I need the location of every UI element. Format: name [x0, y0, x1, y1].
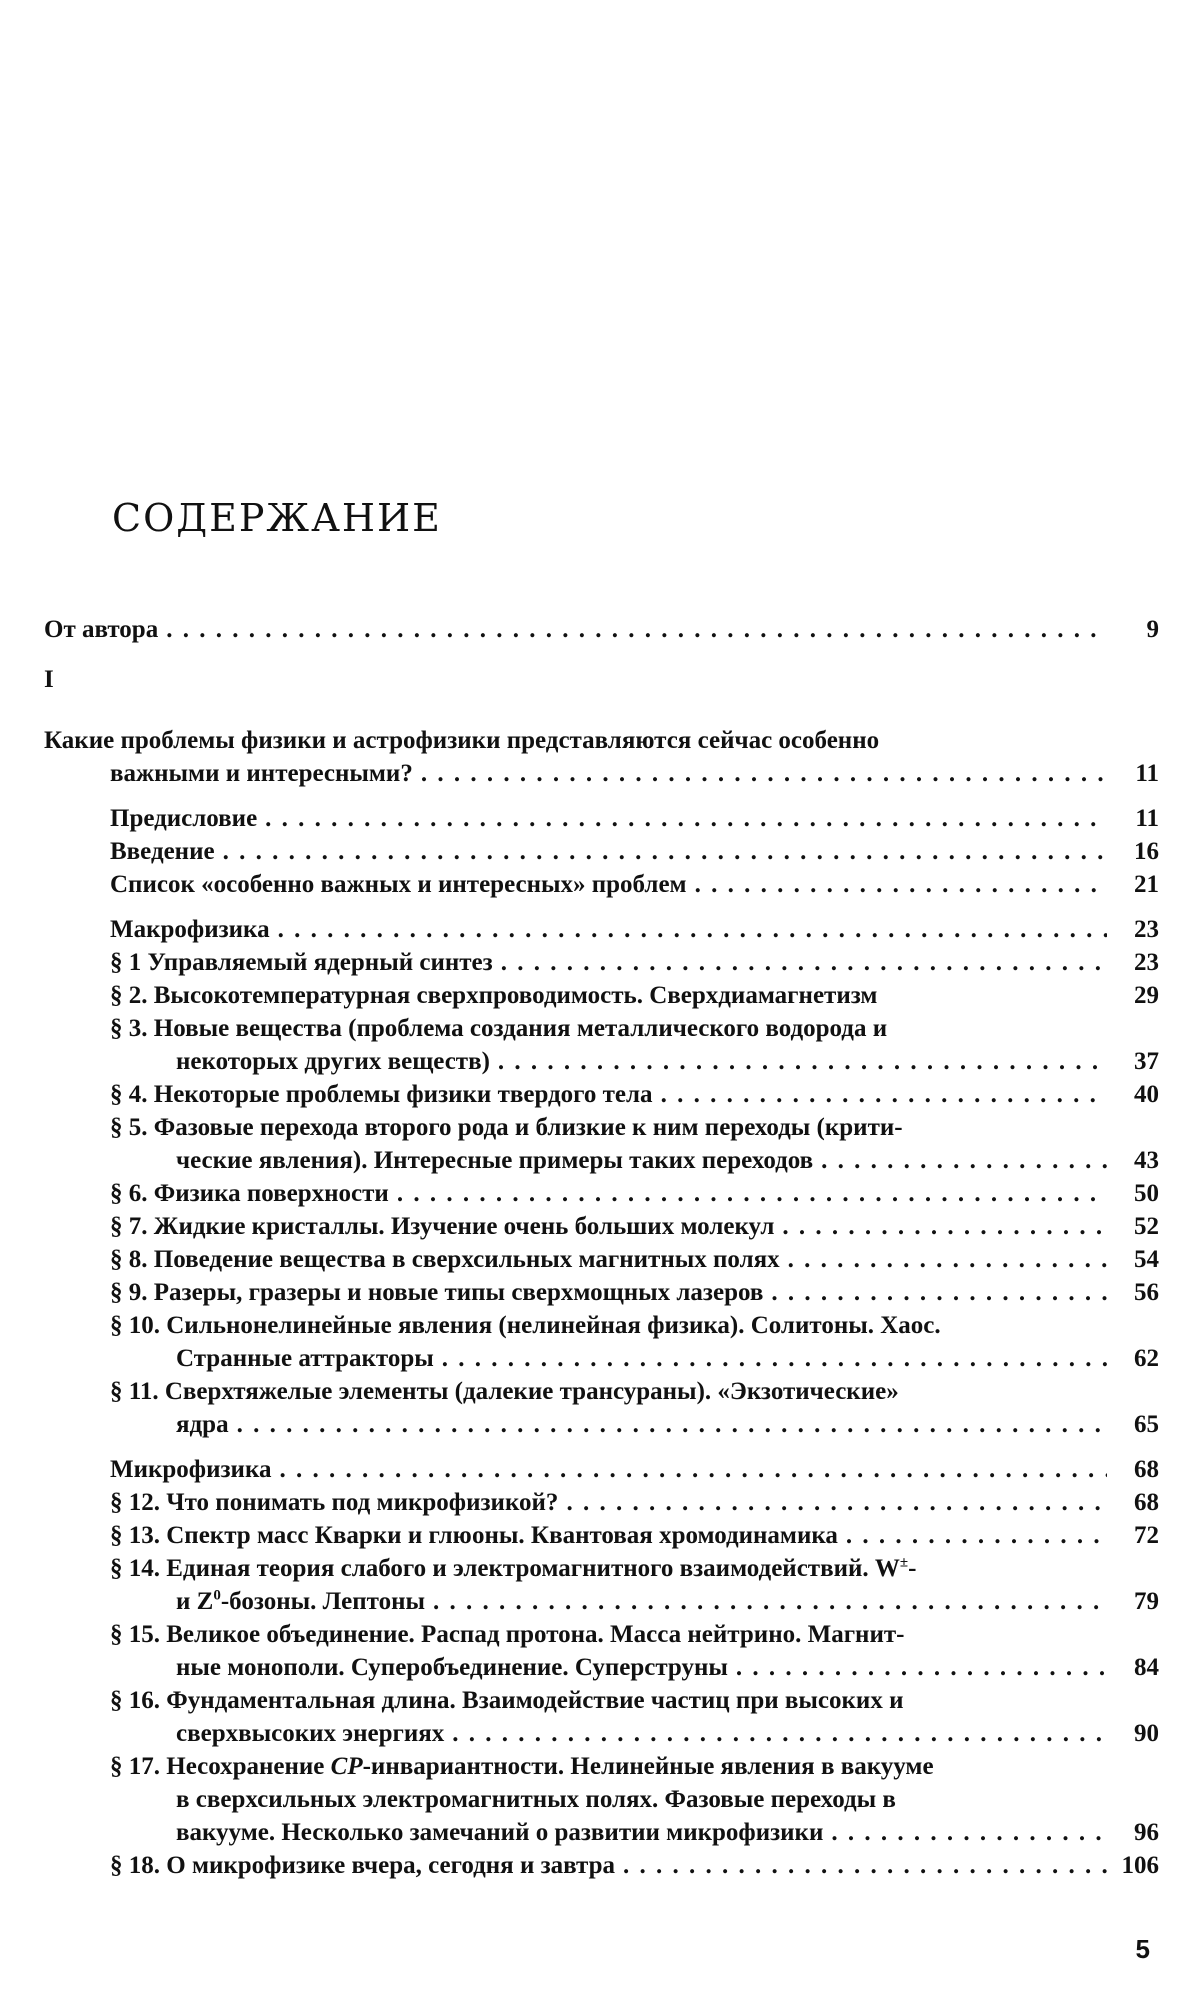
toc-entry-section-4[interactable]: § 4. Некоторые проблемы физики твердого тела . . . 40	[44, 1078, 1159, 1111]
page-ref: 62	[1134, 1345, 1159, 1372]
toc-entry-section-17[interactable]: § 17. Несохранение CP-инвариантности. Нелинейные явления в вакууме в сверхсильных электромагнитных полях. Фазовые переходы в вакууме. Несколько замечаний о развитии микрофизики . . . 96	[44, 1750, 1159, 1849]
dot-leader	[623, 1849, 1107, 1882]
page-ref: 90	[1134, 1720, 1159, 1747]
toc-entry-section-9[interactable]: § 9. Разеры, гразеры и новые типы сверхмощных лазеров . . . 56	[44, 1276, 1159, 1309]
toc-entry-section-10[interactable]: § 10. Сильнонелинейные явления (нелинейная физика). Солитоны. Хаос. Странные аттракторы . . . 62	[44, 1309, 1159, 1375]
page-ref: 29	[1134, 982, 1159, 1009]
dot-leader	[280, 1453, 1108, 1486]
page-ref: 40	[1134, 1081, 1159, 1108]
dot-leader	[846, 1519, 1107, 1552]
toc-entry-section-6[interactable]: § 6. Физика поверхности . . . 50	[44, 1177, 1159, 1210]
toc-entry-problem-list[interactable]: Список «особенно важных и интересных» проблем . . . 21	[44, 868, 1159, 901]
toc-entry-section-1[interactable]: § 1 Управляемый ядерный синтез . . . 23	[44, 946, 1159, 979]
toc-entry-section-3[interactable]: § 3. Новые вещества (проблема создания металлического водорода и некоторых других веществ) . . . 37	[44, 1012, 1159, 1078]
toc-entry-section-14[interactable]: § 14. Единая теория слабого и электромагнитного взаимодействий. W±- и $Z^0$-бозоны. Лептоны . . . 79	[44, 1552, 1159, 1618]
page-ref: 68	[1134, 1456, 1159, 1483]
page-ref: 72	[1134, 1522, 1159, 1549]
dot-leader	[265, 802, 1107, 835]
page-ref: 54	[1134, 1246, 1159, 1273]
dot-leader	[421, 757, 1107, 790]
dot-leader	[782, 1210, 1107, 1243]
toc-entry-section-13[interactable]: § 13. Спектр масс Кварки и глюоны. Квантовая хромодинамика . . . 72	[44, 1519, 1159, 1552]
page-ref: 96	[1134, 1819, 1159, 1846]
dot-leader	[771, 1276, 1107, 1309]
dot-leader	[695, 868, 1107, 901]
toc-entry-preface[interactable]: Предисловие . . . 11	[44, 802, 1159, 835]
dot-leader	[831, 1816, 1107, 1849]
toc-entry-section-15[interactable]: § 15. Великое объединение. Распад протона. Масса нейтрино. Магнит- ные монополи. Суперобъединение. Суперструны . . . 84	[44, 1618, 1159, 1684]
dot-leader	[821, 1144, 1107, 1177]
page-ref: 21	[1134, 871, 1159, 898]
dot-leader	[223, 835, 1107, 868]
dot-leader	[442, 1342, 1107, 1375]
page-ref: 43	[1134, 1147, 1159, 1174]
page-ref: 56	[1134, 1279, 1159, 1306]
page-ref: 11	[1135, 805, 1159, 832]
dot-leader	[566, 1486, 1107, 1519]
page-ref: 9	[1146, 616, 1159, 643]
dot-leader	[661, 1078, 1107, 1111]
dot-leader	[452, 1717, 1107, 1750]
dot-leader	[736, 1651, 1107, 1684]
dot-leader	[397, 1177, 1107, 1210]
toc-entry-macrophysics[interactable]: Макрофизика . . . 23	[44, 913, 1159, 946]
toc-entry-section-16[interactable]: § 16. Фундаментальная длина. Взаимодействие частиц при высоких и сверхвысоких энергиях . . . 90	[44, 1684, 1159, 1750]
toc-entry-section-5[interactable]: § 5. Фазовые перехода второго рода и близкие к ним переходы (крити- ческие явления). Интересные примеры таких переходов . . . 43	[44, 1111, 1159, 1177]
page-ref: 106	[1121, 1852, 1159, 1879]
toc-entry-part-title[interactable]: Какие проблемы физики и астрофизики представляются сейчас особенно важными и интересными? . . . 11	[44, 724, 1159, 790]
footer-page-number: 5	[1135, 1934, 1150, 1964]
dot-leader	[433, 1585, 1107, 1618]
toc-entry-section-12[interactable]: § 12. Что понимать под микрофизикой? . . . 68	[44, 1486, 1159, 1519]
page-ref: 23	[1134, 949, 1159, 976]
page-ref: 23	[1134, 916, 1159, 943]
toc-entry-from-author[interactable]: От автора . . . 9	[44, 613, 1159, 646]
page-ref: 68	[1134, 1489, 1159, 1516]
dot-leader	[278, 913, 1107, 946]
dot-leader	[166, 613, 1107, 646]
toc-entry-intro[interactable]: Введение . . . 16	[44, 835, 1159, 868]
part-number: I	[44, 666, 54, 693]
page-ref: 52	[1134, 1213, 1159, 1240]
toc-entry-section-2[interactable]: § 2. Высокотемпературная сверхпроводимость. Сверхдиамагнетизм 29	[44, 979, 1159, 1012]
page-ref: 50	[1134, 1180, 1159, 1207]
table-of-contents	[44, 613, 1159, 1882]
dot-leader	[788, 1243, 1107, 1276]
dot-leader	[237, 1408, 1107, 1441]
page-ref: 37	[1134, 1048, 1159, 1075]
page-title: СОДЕРЖАНИЕ	[112, 496, 442, 540]
toc-entry-section-18[interactable]: § 18. О микрофизике вчера, сегодня и завтра . . . 106	[44, 1849, 1159, 1882]
page-ref: 11	[1135, 760, 1159, 787]
page-ref: 84	[1134, 1654, 1159, 1681]
page-ref: 65	[1134, 1411, 1159, 1438]
toc-entry-section-7[interactable]: § 7. Жидкие кристаллы. Изучение очень больших молекул . . . 52	[44, 1210, 1159, 1243]
page-ref: 16	[1134, 838, 1159, 865]
toc-entry-section-11[interactable]: § 11. Сверхтяжелые элементы (далекие трансураны). «Экзотические» ядра . . . 65	[44, 1375, 1159, 1441]
toc-entry-section-8[interactable]: § 8. Поведение вещества в сверхсильных магнитных полях . . . 54	[44, 1243, 1159, 1276]
toc-entry-microphysics[interactable]: Микрофизика . . . 68	[44, 1453, 1159, 1486]
page-ref: 79	[1134, 1588, 1159, 1615]
dot-leader	[498, 1045, 1107, 1078]
dot-leader	[501, 946, 1107, 979]
